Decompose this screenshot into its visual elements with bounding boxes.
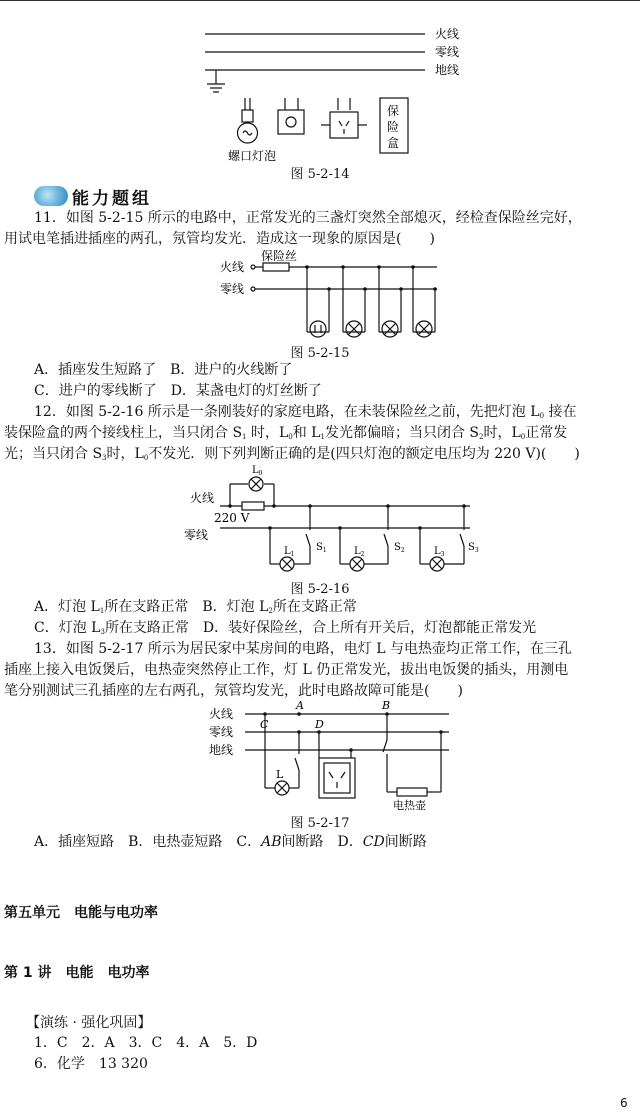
kettle-label: 电热壶	[393, 799, 426, 812]
section-badge	[34, 184, 152, 208]
question-12-options-ab: A．灯泡 $L_1$所在支路正常 B．灯泡 $L_2$所在支路正常	[34, 599, 357, 615]
bulb-label: 螺口灯泡	[228, 149, 277, 163]
question-13-line-3: 笔分别测试三孔插座的左右两孔，氖管均发光，此时电路故障可能是( )	[4, 683, 463, 699]
figure-5-2-15	[215, 250, 455, 342]
question-12-line-3: 光；当只闭合 $S_3$时，$L_0$不发光．则下列判断正确的是(四只灯泡的额定电压均为 220 V)( )	[4, 446, 580, 462]
fire-wire-label: 火线	[209, 707, 234, 721]
voltage-label: 220 V	[214, 511, 250, 525]
figure-5-2-17	[205, 700, 455, 812]
fuse-box-label-1: 保	[387, 104, 400, 118]
zero-wire-label: 零线	[184, 528, 209, 542]
ground-wire-label: 地线	[435, 63, 460, 77]
point-d-label: D	[315, 718, 324, 731]
figure-5-2-16	[180, 464, 480, 579]
answers-row-2: 6．化学 13 320	[34, 1056, 148, 1072]
question-11-line-2: 用试电笔插进插座的两孔，氖管均发光．造成这一现象的原因是( )	[4, 231, 435, 247]
page-number: 6	[620, 1096, 628, 1110]
switch-s3-label: $S_3$	[468, 542, 479, 554]
lamp-l3-label: $L_3$	[434, 546, 445, 558]
zero-wire-label: 零线	[209, 725, 234, 739]
lamp-l-label: L	[276, 768, 284, 781]
answers-row-1: 1．C 2．A 3．C 4．A 5．D	[34, 1035, 258, 1051]
lesson-title: 第 1 讲 电能 电功率	[4, 965, 150, 981]
figure-5-2-14	[190, 18, 470, 183]
figure-caption: 图 5-2-14	[290, 167, 350, 182]
section-title: 能力题组	[72, 188, 152, 209]
point-b-label: B	[382, 700, 391, 712]
question-11-options-cd: C．进户的零线断了 D．某盏电灯的灯丝断了	[34, 383, 322, 399]
question-13-line-1: 13．如图 5-2-17 所示为居民家中某房间的电路，电灯 L 与电热壶均正常工作，在三孔	[34, 641, 572, 657]
unit-title: 第五单元 电能与电功率	[4, 905, 158, 921]
question-11-options-ab: A．插座发生短路了 B．进户的火线断了	[34, 362, 293, 378]
bubble-icon	[34, 186, 68, 206]
answers-heading: 【演练 · 强化巩固】	[26, 1015, 152, 1031]
fuse-box-label-2: 险	[387, 120, 400, 134]
fuse-box-label-3: 盒	[387, 136, 400, 150]
zero-wire-label: 零线	[435, 45, 460, 59]
fire-wire-label: 火线	[435, 27, 460, 41]
lamp-l1-label: $L_1$	[284, 546, 295, 558]
question-12-options-cd: C．灯泡 $L_3$所在支路正常 D．装好保险丝，合上所有开关后，灯泡都能正常发光	[34, 620, 537, 636]
point-a-label: A	[296, 700, 304, 712]
lamp-l0-label: $L_0$	[252, 465, 263, 477]
fuse-label: 保险丝	[261, 250, 298, 263]
ground-wire-label: 地线	[209, 743, 234, 757]
fire-wire-label: 火线	[220, 260, 245, 274]
point-c-label: C	[260, 718, 269, 731]
question-13-line-2: 插座上接入电饭煲后，电热壶突然停止工作，灯 L 仍正常发光，拔出电饭煲的插头，用测电	[4, 662, 569, 678]
switch-s2-label: $S_2$	[394, 542, 405, 554]
question-11-line-1: 11．如图 5-2-15 所示的电路中，正常发光的三盏灯突然全部熄灭，经检查保险丝完好，	[34, 210, 582, 226]
figure-caption: 图 5-2-15	[290, 346, 350, 361]
top-rule	[0, 0, 640, 1]
question-12-line-2: 装保险盒的两个接线柱上，当只闭合 $S_1$ 时，$L_0$和 $L_1$发光都偏暗；当只闭合 $S_2$时，$L_0$正常发	[4, 425, 568, 441]
figure-caption: 图 5-2-16	[290, 582, 350, 597]
question-13-options: A．插座短路 B．电热壶短路 C．AB间断路 D．CD间断路	[34, 834, 427, 850]
fire-wire-label: 火线	[190, 491, 215, 505]
zero-wire-label: 零线	[220, 282, 245, 296]
figure-caption: 图 5-2-17	[290, 816, 350, 831]
question-12-line-1: 12．如图 5-2-16 所示是一条刚装好的家庭电路，在未装保险丝之前，先把灯泡 $L_0$ 接在	[34, 404, 577, 420]
lamp-l2-label: $L_2$	[354, 546, 365, 558]
switch-s1-label: $S_1$	[316, 542, 327, 554]
